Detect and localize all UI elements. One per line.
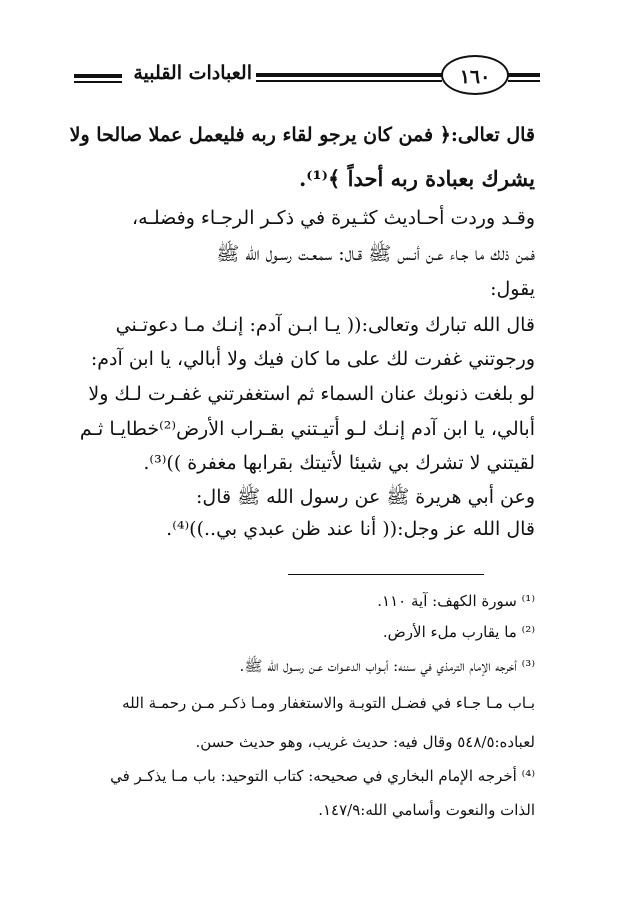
body-line: فمن ذلك ما جـاء عـن أنـس ﷺ قـال: سمعـت رسـول الله ﷺ bbox=[216, 243, 535, 265]
footnote-line: بـاب مـا جـاء في فضـل التوبـة والاستغفار ومـا ذكـر مـن رحمـة الله bbox=[122, 694, 535, 712]
header-rule-middle-thin bbox=[256, 80, 442, 82]
body-line: ورجوتني غفرت لك على ما كان فيك ولا أبالي، يا ابن آدم: bbox=[90, 348, 535, 370]
footnote-line: ⁽¹⁾ سورة الكهف: آية ١١٠. bbox=[377, 592, 535, 610]
footnote-line: لعباده:٥٤٨/٥ وقال فيه: حديث غريب، وهو حديث حسن. bbox=[195, 733, 535, 751]
footnote-line: الذات والنعوت وأسامي الله:١٤٧/٩. bbox=[318, 801, 535, 819]
body-line: وقـد وردت أحـاديث كثـيرة في ذكـر الرجـاء وفضلـه، bbox=[131, 207, 535, 229]
page-number: ١٦٠ bbox=[441, 55, 509, 95]
header-title: العبادات القلبية bbox=[133, 62, 252, 84]
footnote-divider bbox=[288, 574, 484, 575]
body-line: يشرك بعبادة ربه أحداً ﴾⁽¹⁾. bbox=[298, 166, 535, 191]
body-line: لقيتني لا تشرك بي شيئا لأتيتك بقرابها مغفرة ))⁽³⁾. bbox=[143, 452, 535, 474]
header-rule-left-thin bbox=[74, 81, 122, 83]
body-line: قال الله تبارك وتعالى:(( يـا ابـن آدم: إنـك مـا دعوتـني bbox=[115, 314, 535, 336]
header-rule-right bbox=[508, 73, 540, 77]
body-line: قال تعالى:﴿ فمن كان يرجو لقاء ربه فليعمل عملا صالحا ولا bbox=[69, 124, 535, 146]
body-line: أبالي، يا ابن آدم إنـك لـو أتيـتني بقـراب الأرض⁽²⁾خطايـا ثـم bbox=[79, 418, 535, 440]
body-line: لو بلغت ذنوبك عنان السماء ثم استغفرتني غفـرت لـك ولا bbox=[88, 383, 535, 405]
footnote-line: ⁽⁴⁾ أخرجه الإمام البخاري في صحيحه: كتاب التوحيد: باب مـا يذكـر في bbox=[110, 767, 535, 785]
body-line: قال الله عز وجل:(( أنا عند ظن عبدي بي..))⁽⁴⁾. bbox=[166, 518, 535, 540]
body-line: يقول: bbox=[490, 278, 535, 300]
body-line: وعن أبي هريرة ﷺ عن رسول الله ﷺ قال: bbox=[196, 486, 535, 508]
footnote-line: ⁽²⁾ ما يقارب ملء الأرض. bbox=[382, 623, 535, 641]
header-rule-left bbox=[74, 74, 122, 78]
header-rule-right-thin bbox=[508, 80, 540, 82]
header-rule-middle bbox=[256, 73, 442, 77]
footnote-line: ⁽³⁾ أخرجه الإمام الترمذي في سننه: أبـواب الدعـوات عـن رسـول الله ﷺ. bbox=[239, 657, 535, 675]
